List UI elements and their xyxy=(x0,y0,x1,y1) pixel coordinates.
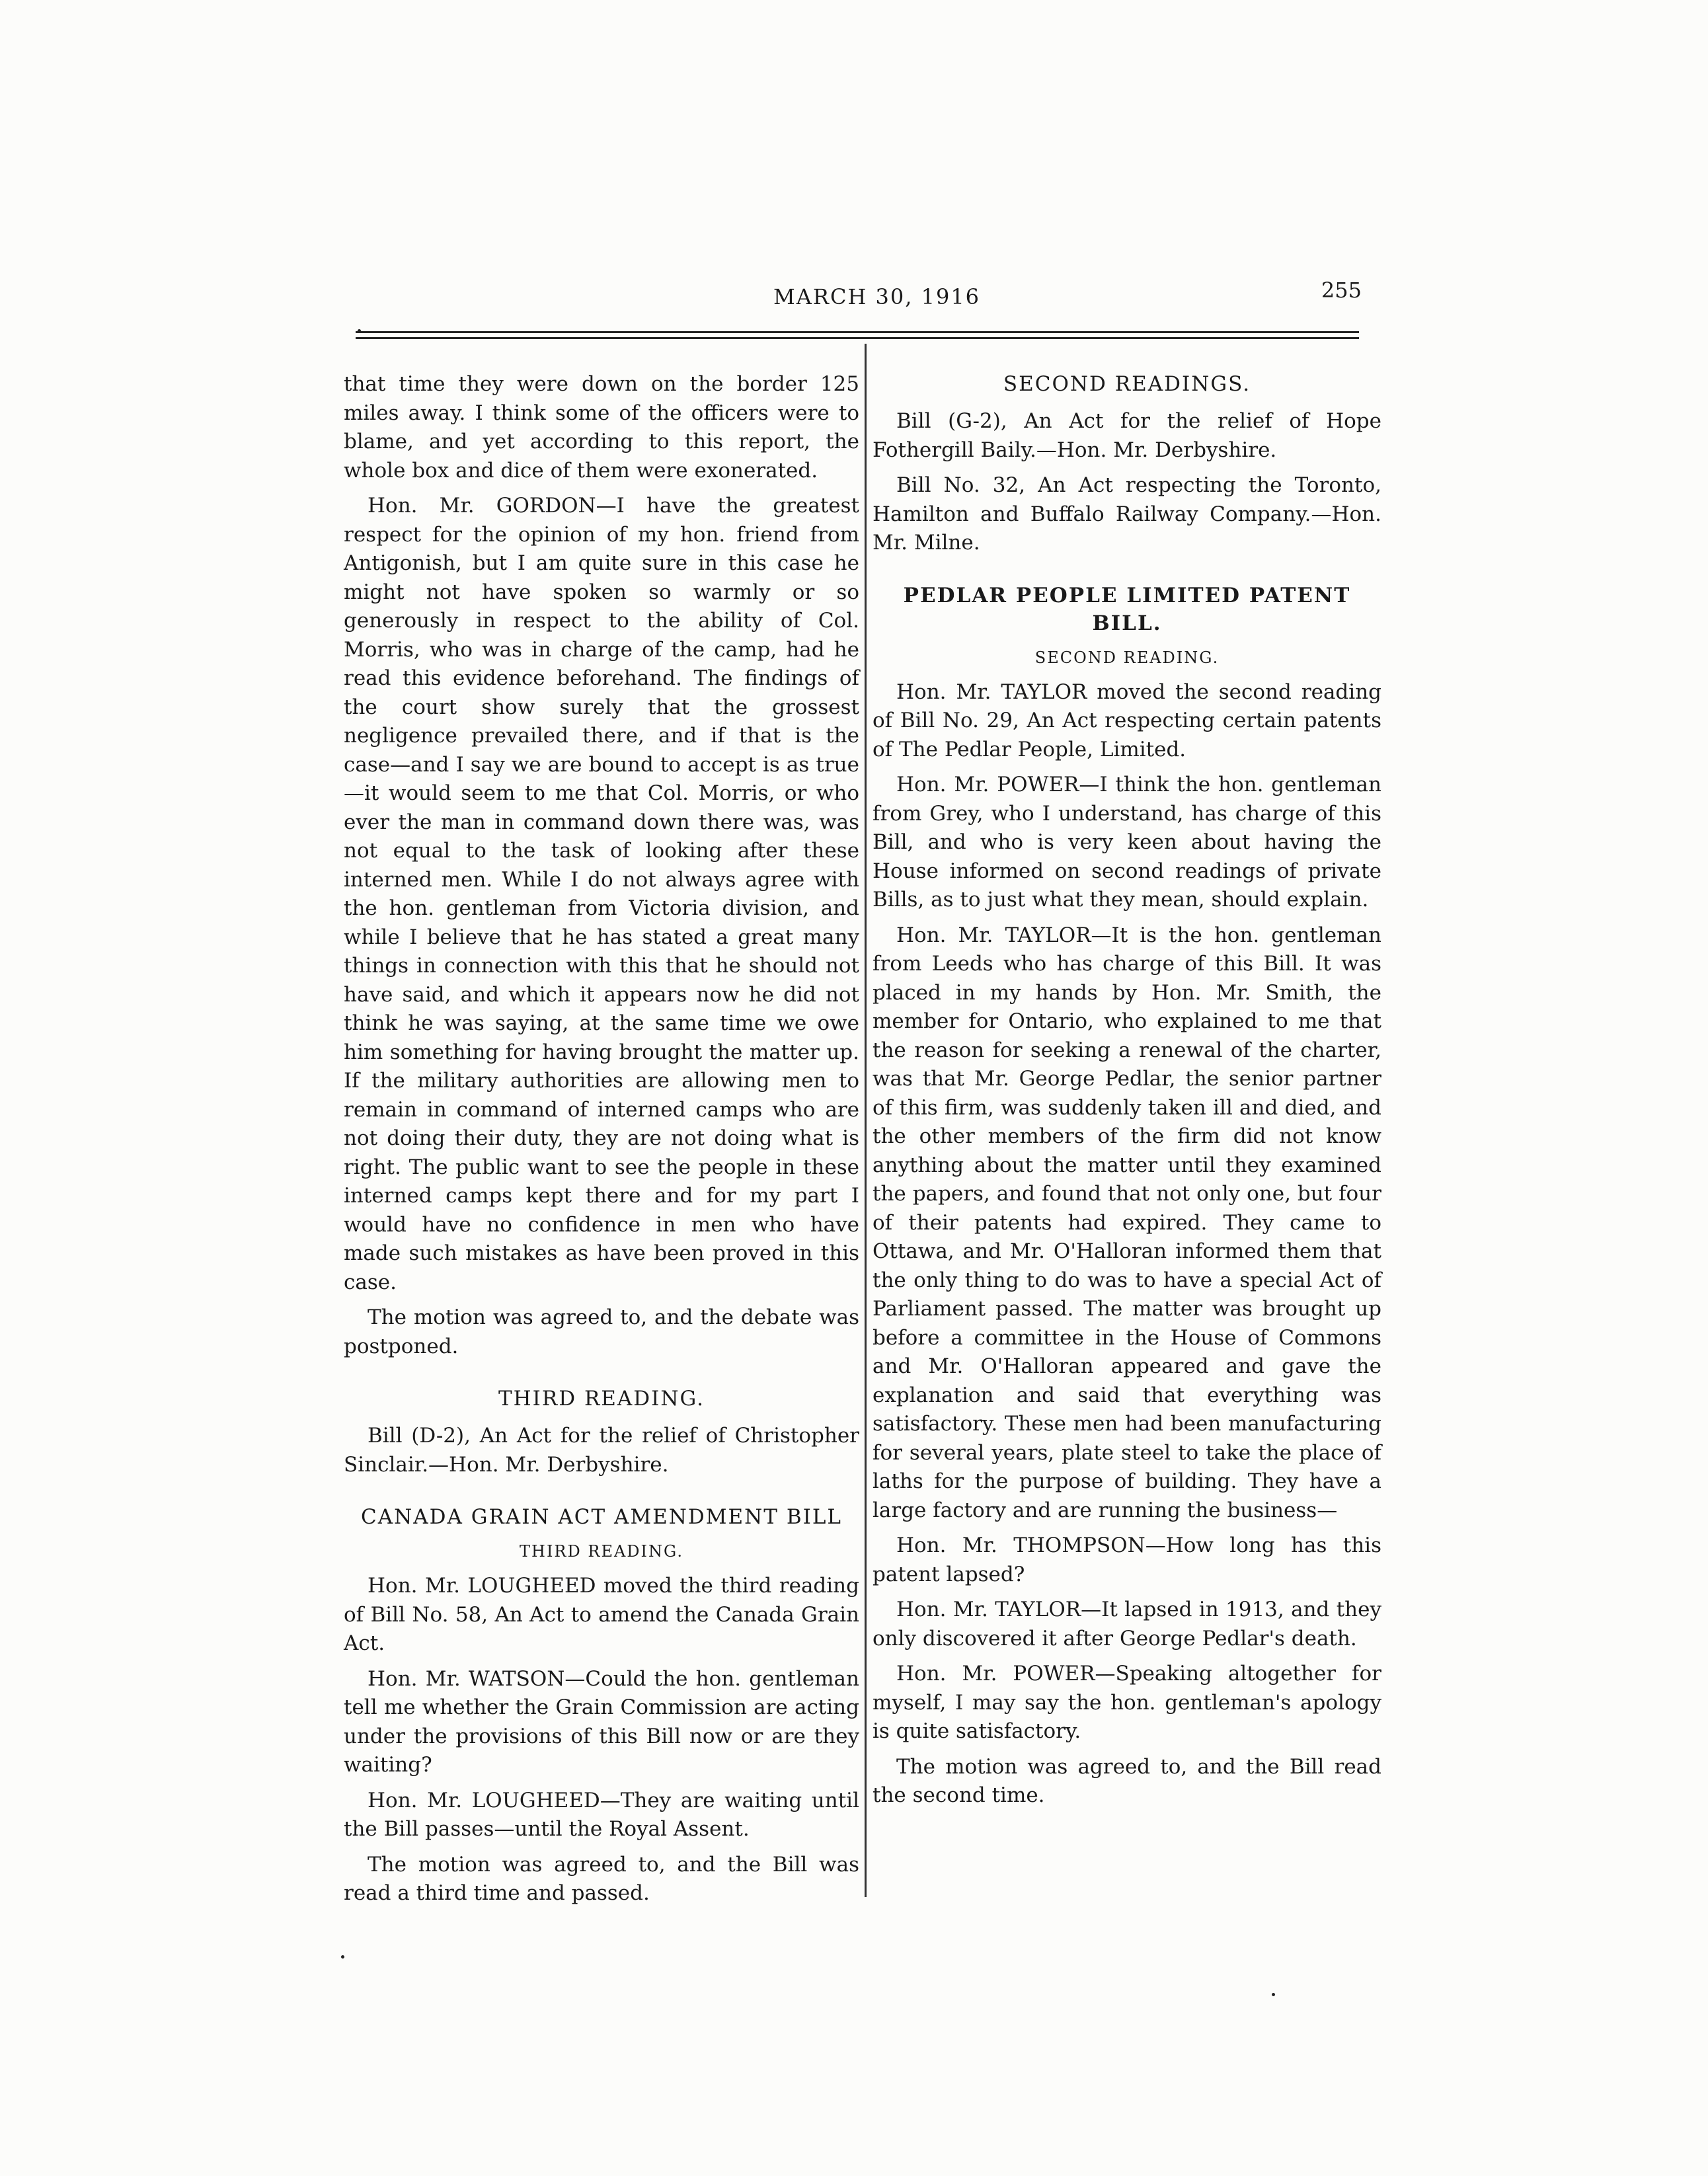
paragraph: Hon. Mr. POWER—Speaking altogether for myself, I may say the hon. gentleman's apology is quite satisfactory. xyxy=(873,1662,1381,1743)
paragraph: Bill (G-2), An Act for the relief of Hope Fothergill Baily.—Hon. Mr. Derbyshire. xyxy=(873,409,1381,462)
paragraph: Hon. Mr. TAYLOR—It lapsed in 1913, and they only discovered it after George Pedlar's death. xyxy=(873,1598,1381,1651)
paragraph: that time they were down on the border 125 miles away. I think some of the officers were to blame, and yet according to this report, the whole box and dice of them were exonerated. xyxy=(344,372,859,483)
section-heading: PEDLAR PEOPLE LIMITED PATENT BILL. xyxy=(903,583,1351,635)
header-rule-bottom xyxy=(356,337,1359,339)
header-rule-top xyxy=(356,331,1359,333)
paragraph: Hon. Mr. TAYLOR—It is the hon. gentleman from Leeds who has charge of this Bill. It was placed in my hands by Hon. Mr. Smith, the member for Ontario, who explained to me that the reason for seeking a renewal of the charter, was that Mr. George Pedlar, the senior partner of this firm, was suddenly taken ill and died, and the other members of the firm did not know anything about the matter until they examined the papers, and found that not only one, but four of their patents had expired. They came to Ottawa, and Mr. O'Halloran informed them that the only thing to do was to have a special Act of Parliament passed. The matter was brought up before a committee in the House of Commons and Mr. O'Halloran appeared and gave the explanation and said that everything was satisfactory. These men had been manufacturing for several years, plate steel to take the place of laths for the purpose of building. They have a large factory and are running the business— xyxy=(873,923,1381,1522)
paragraph: Bill (D-2), An Act for the relief of Christopher Sinclair.—Hon. Mr. Derbyshire. xyxy=(344,1424,859,1477)
paragraph: Hon. Mr. POWER—I think the hon. gentleman from Grey, who I understand, has charge of this Bill, and who is very keen about having the House informed on second readings of private Bills, as to just what they mean, should explain. xyxy=(873,773,1381,912)
subsection-heading: THIRD READING. xyxy=(520,1542,683,1561)
left-column xyxy=(344,370,859,1915)
speck-mark xyxy=(341,1955,344,1959)
paragraph: Hon. Mr. THOMPSON—How long has this patent lapsed? xyxy=(873,1534,1381,1586)
subsection-heading: SECOND READING. xyxy=(1034,648,1220,667)
paragraph: The motion was agreed to, and the Bill read the second time. xyxy=(873,1754,1381,1807)
header-date: MARCH 30, 1916 xyxy=(773,284,981,309)
paragraph: Hon. Mr. LOUGHEED moved the third reading of Bill No. 58, An Act to amend the Canada Grain Act. xyxy=(344,1574,859,1655)
paragraph: The motion was agreed to, and the debate was postponed. xyxy=(344,1305,859,1358)
paragraph: Bill No. 32, An Act respecting the Toronto, Hamilton and Buffalo Railway Company.—Hon. Mr. Milne. xyxy=(873,473,1381,555)
page-number: 255 xyxy=(1321,278,1362,303)
paragraph: Hon. Mr. GORDON—I have the greatest respect for the opinion of my hon. friend from Antigonish, but I am quite sure in this case he might not have spoken so warmly or so generously in respect to the ability of Col. Morris, who was in charge of the camp, had he read this evidence beforehand. The findings of the court show surely that the grossest negligence prevailed there, and if that is the case—and I say we are bound to accept is as true—it would seem to me that Col. Morris, or who ever the man in command down there was, was not equal to the task of looking after these interned men. While I do not always agree with the hon. gentleman from Victoria division, and while I believe that he has stated a great many things in connection with this that he should not have said, and which it appears now he did not think he was saying, at the same time we owe him something for having brought the matter up. If the military authorities are allowing men to remain in command of interned camps who are not doing their duty, they are not doing what is right. The public want to see the people in these interned camps kept there and for my part I would have no confidence in men who have made such mistakes as have been proved in this case. xyxy=(344,494,859,1294)
section-heading: CANADA GRAIN ACT AMENDMENT BILL xyxy=(360,1505,843,1529)
paragraph: Hon. Mr. TAYLOR moved the second reading of Bill No. 29, An Act respecting certain patents of The Pedlar People, Limited. xyxy=(873,680,1381,761)
section-heading: SECOND READINGS. xyxy=(1003,372,1251,396)
paragraph: The motion was agreed to, and the Bill was read a third time and passed. xyxy=(344,1852,859,1905)
speck-mark xyxy=(1272,1993,1275,1996)
page-header xyxy=(344,278,1362,317)
column-divider xyxy=(865,344,867,1897)
paragraph: Hon. Mr. WATSON—Could the hon. gentleman tell me whether the Grain Commission are acting under the provisions of this Bill now or are they waiting? xyxy=(344,1666,859,1777)
paragraph: Hon. Mr. LOUGHEED—They are waiting until the Bill passes—until the Royal Assent. xyxy=(344,1788,859,1841)
section-heading: THIRD READING. xyxy=(498,1387,705,1411)
right-column xyxy=(873,370,1381,1817)
